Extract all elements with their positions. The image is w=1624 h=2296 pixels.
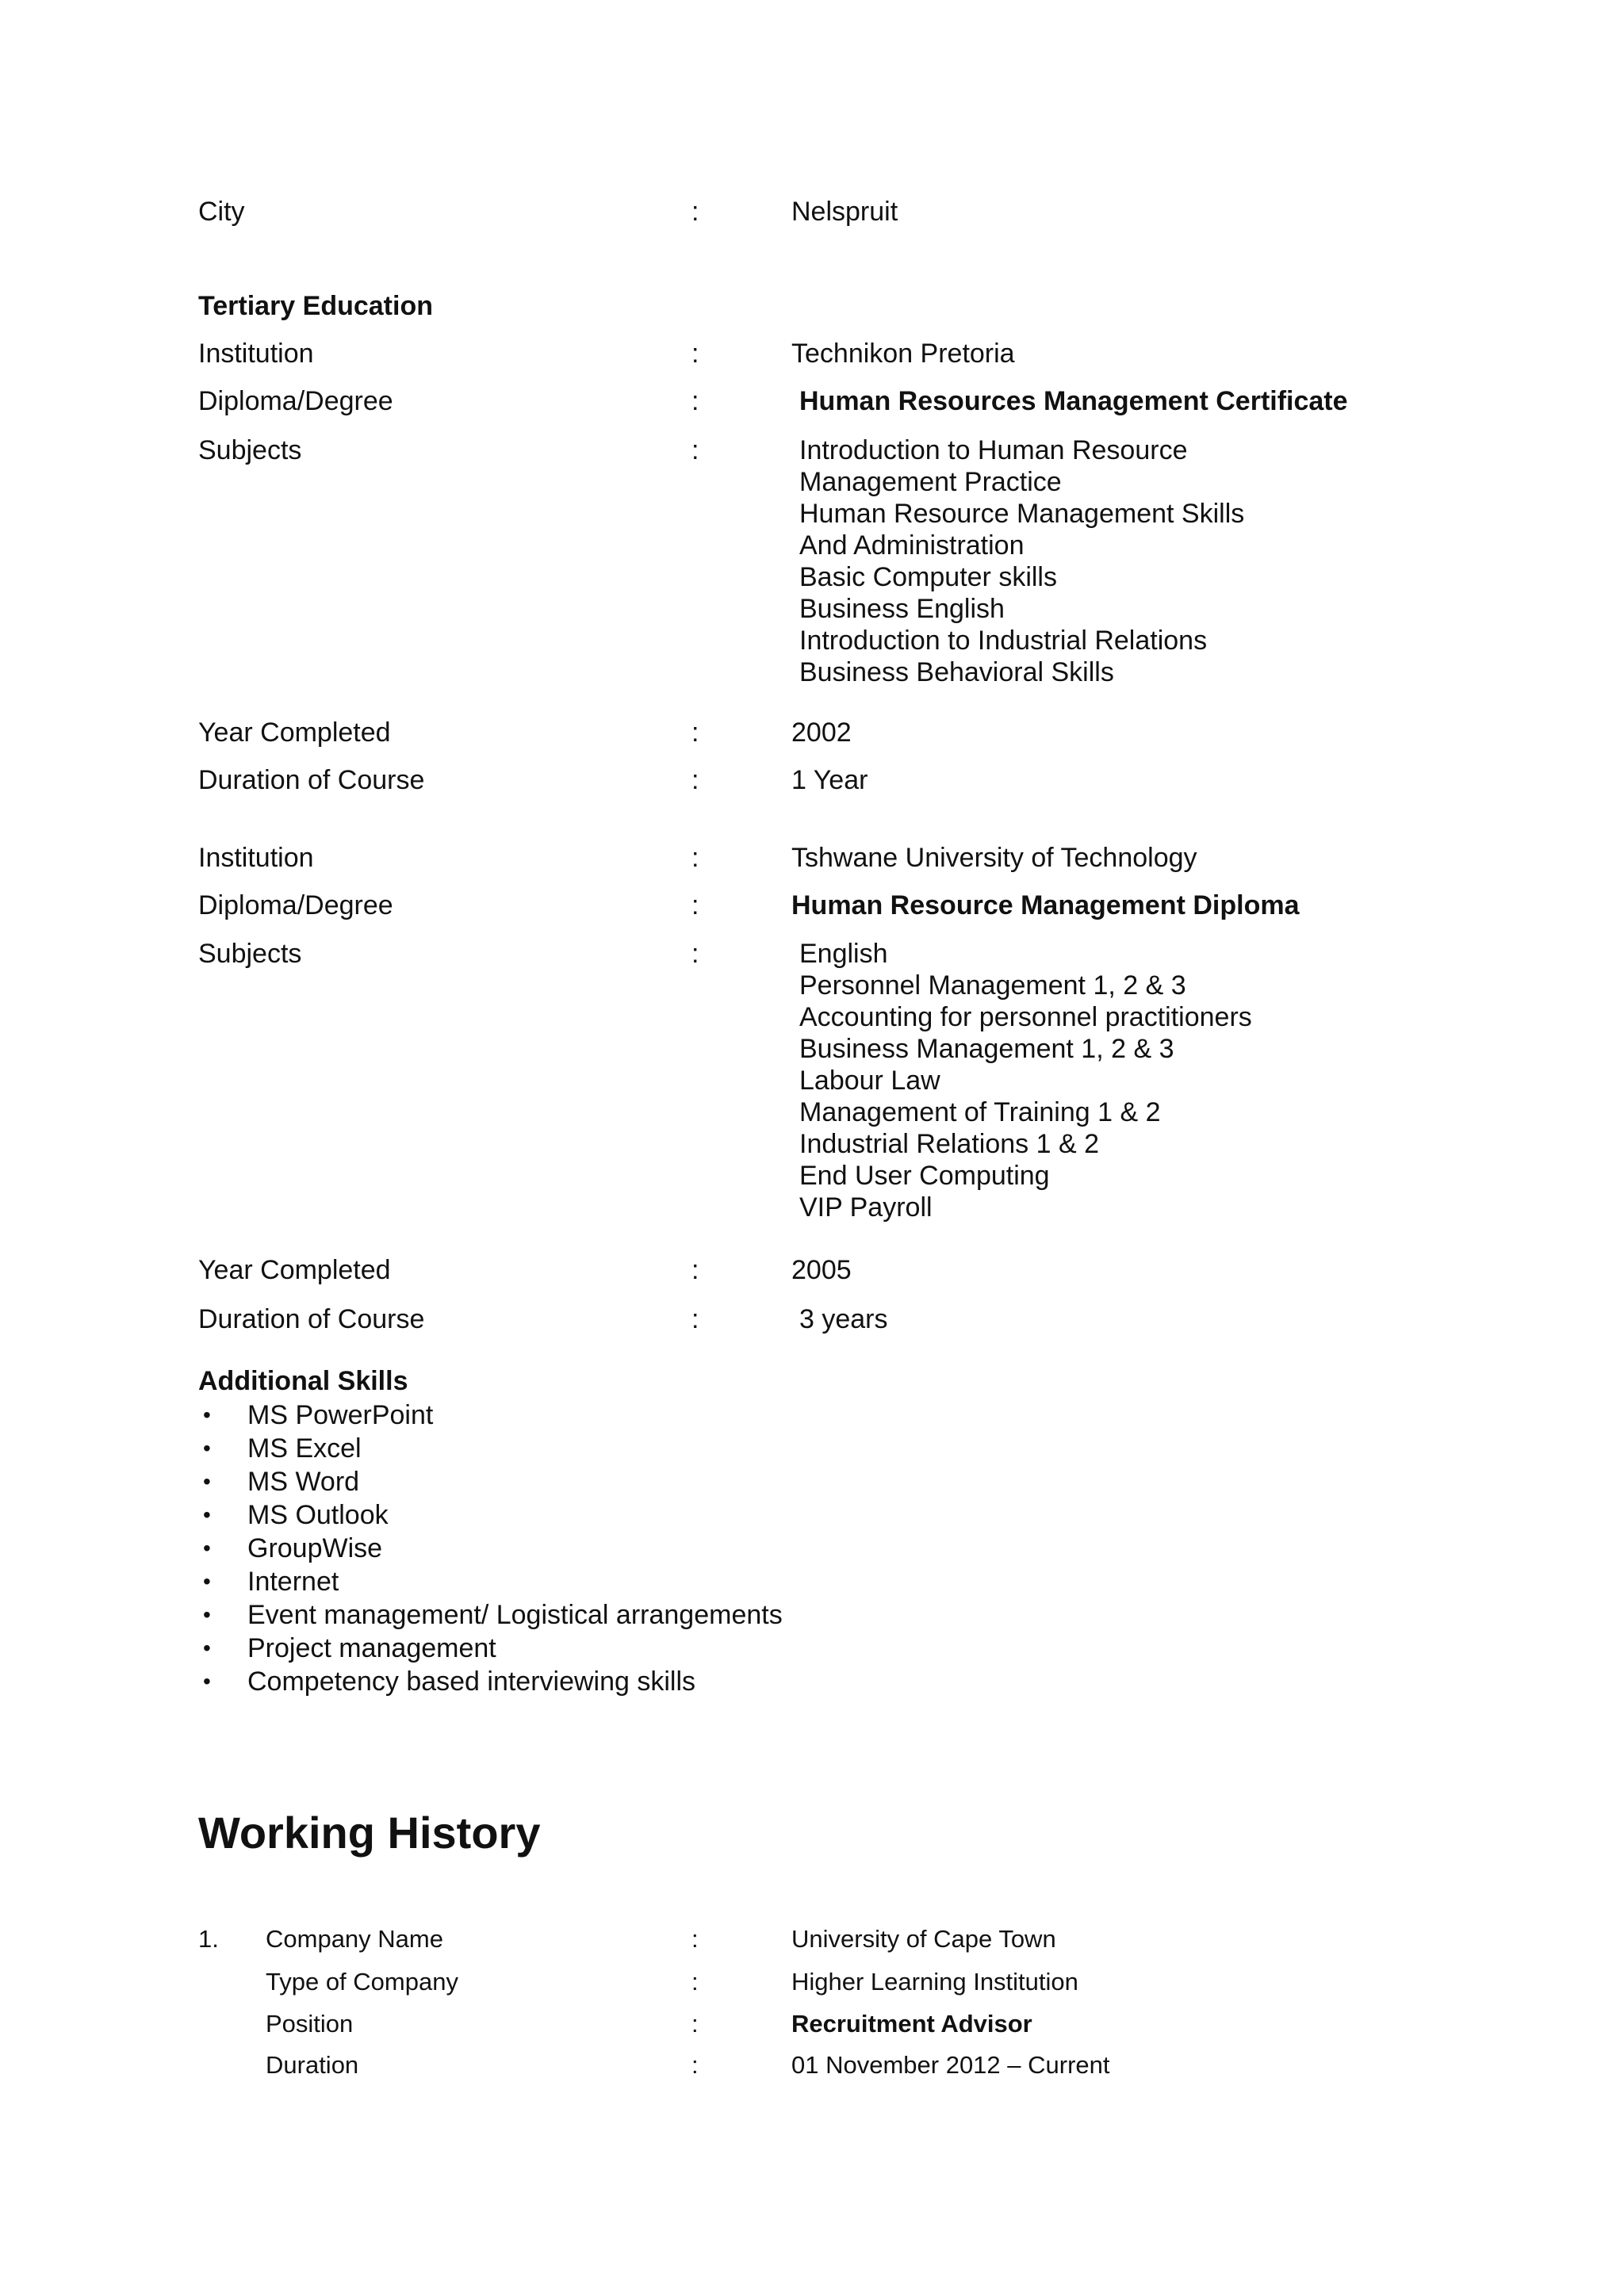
separator: : <box>691 1255 699 1285</box>
institution-value: Tshwane University of Technology <box>791 843 1197 873</box>
bullet-icon: • <box>203 1436 211 1460</box>
subject-item: Business English <box>799 594 1005 624</box>
skills-list <box>198 1399 783 1698</box>
separator: : <box>691 2051 699 2079</box>
company-name-value: University of Cape Town <box>791 1925 1056 1953</box>
list-item <box>198 1465 783 1498</box>
separator: : <box>691 890 699 920</box>
duration-value: 3 years <box>799 1304 888 1334</box>
institution-label: Institution <box>198 339 314 369</box>
year-completed-value: 2002 <box>791 718 852 748</box>
degree-value: Human Resources Management Certificate <box>799 386 1348 416</box>
list-item <box>198 1665 783 1698</box>
bullet-icon: • <box>203 1536 211 1560</box>
subject-item: Labour Law <box>799 1066 940 1096</box>
subject-item: Basic Computer skills <box>799 562 1057 592</box>
skill-text: MS PowerPoint <box>247 1400 434 1430</box>
separator: : <box>691 197 699 227</box>
year-completed-label: Year Completed <box>198 1255 391 1285</box>
subjects-label: Subjects <box>198 939 302 969</box>
skill-text: MS Excel <box>247 1433 362 1464</box>
duration-label: Duration of Course <box>198 1304 425 1334</box>
subject-item: Personnel Management 1, 2 & 3 <box>799 970 1186 1001</box>
subject-item: Industrial Relations 1 & 2 <box>799 1129 1099 1159</box>
subject-item: Business Management 1, 2 & 3 <box>799 1034 1174 1064</box>
company-type-label: Type of Company <box>266 1968 458 1996</box>
duration-value: 1 Year <box>791 765 868 795</box>
list-item <box>198 1432 783 1465</box>
working-history-heading: Working History <box>198 1808 541 1858</box>
separator: : <box>691 765 699 795</box>
list-item <box>198 1498 783 1532</box>
list-item <box>198 1532 783 1565</box>
separator: : <box>691 718 699 748</box>
subject-item: Business Behavioral Skills <box>799 657 1114 687</box>
subject-item: Management Practice <box>799 467 1062 497</box>
tertiary-education-heading: Tertiary Education <box>198 291 433 321</box>
bullet-icon: • <box>203 1402 211 1427</box>
duration-label: Duration of Course <box>198 765 425 795</box>
bullet-icon: • <box>203 1636 211 1660</box>
list-item <box>198 1399 783 1432</box>
subject-item: End User Computing <box>799 1161 1050 1191</box>
skill-text: MS Word <box>247 1467 360 1497</box>
duration-label: Duration <box>266 2051 359 2079</box>
degree-value: Human Resource Management Diploma <box>791 890 1300 920</box>
bullet-icon: • <box>203 1602 211 1627</box>
subject-item: VIP Payroll <box>799 1192 933 1223</box>
separator: : <box>691 1304 699 1334</box>
subject-item: Introduction to Industrial Relations <box>799 626 1208 656</box>
subject-item: English <box>799 939 888 969</box>
separator: : <box>691 2010 699 2038</box>
entry-number: 1. <box>198 1925 219 1953</box>
subject-item: Accounting for personnel practitioners <box>799 1002 1252 1032</box>
skill-text: Competency based interviewing skills <box>247 1667 696 1697</box>
subjects-list <box>799 434 1244 688</box>
subject-item: Introduction to Human Resource <box>799 435 1188 465</box>
duration-value: 01 November 2012 – Current <box>791 2051 1110 2079</box>
list-item <box>198 1565 783 1598</box>
separator: : <box>691 843 699 873</box>
year-completed-value: 2005 <box>791 1255 852 1285</box>
skill-text: MS Outlook <box>247 1500 389 1530</box>
list-item <box>198 1632 783 1665</box>
skill-text: Internet <box>247 1567 339 1597</box>
separator: : <box>691 386 699 416</box>
city-label: City <box>198 197 245 227</box>
separator: : <box>691 1968 699 1996</box>
subject-item: Human Resource Management Skills <box>799 499 1245 529</box>
subjects-list <box>799 938 1252 1223</box>
position-label: Position <box>266 2010 354 2038</box>
institution-label: Institution <box>198 843 314 873</box>
company-type-value: Higher Learning Institution <box>791 1968 1078 1996</box>
skill-text: Project management <box>247 1633 496 1663</box>
degree-label: Diploma/Degree <box>198 890 393 920</box>
company-name-label: Company Name <box>266 1925 443 1953</box>
degree-label: Diploma/Degree <box>198 386 393 416</box>
skill-text: GroupWise <box>247 1533 383 1563</box>
bullet-icon: • <box>203 1669 211 1693</box>
separator: : <box>691 1925 699 1953</box>
institution-value: Technikon Pretoria <box>791 339 1015 369</box>
list-item <box>198 1598 783 1632</box>
separator: : <box>691 339 699 369</box>
city-value: Nelspruit <box>791 197 898 227</box>
subject-item: And Administration <box>799 530 1025 561</box>
bullet-icon: • <box>203 1569 211 1594</box>
position-value: Recruitment Advisor <box>791 2010 1032 2038</box>
subject-item: Management of Training 1 & 2 <box>799 1097 1161 1127</box>
bullet-icon: • <box>203 1502 211 1527</box>
subjects-label: Subjects <box>198 435 302 465</box>
separator: : <box>691 435 699 465</box>
year-completed-label: Year Completed <box>198 718 391 748</box>
bullet-icon: • <box>203 1469 211 1494</box>
separator: : <box>691 939 699 969</box>
skill-text: Event management/ Logistical arrangements <box>247 1600 783 1630</box>
additional-skills-heading: Additional Skills <box>198 1366 408 1396</box>
